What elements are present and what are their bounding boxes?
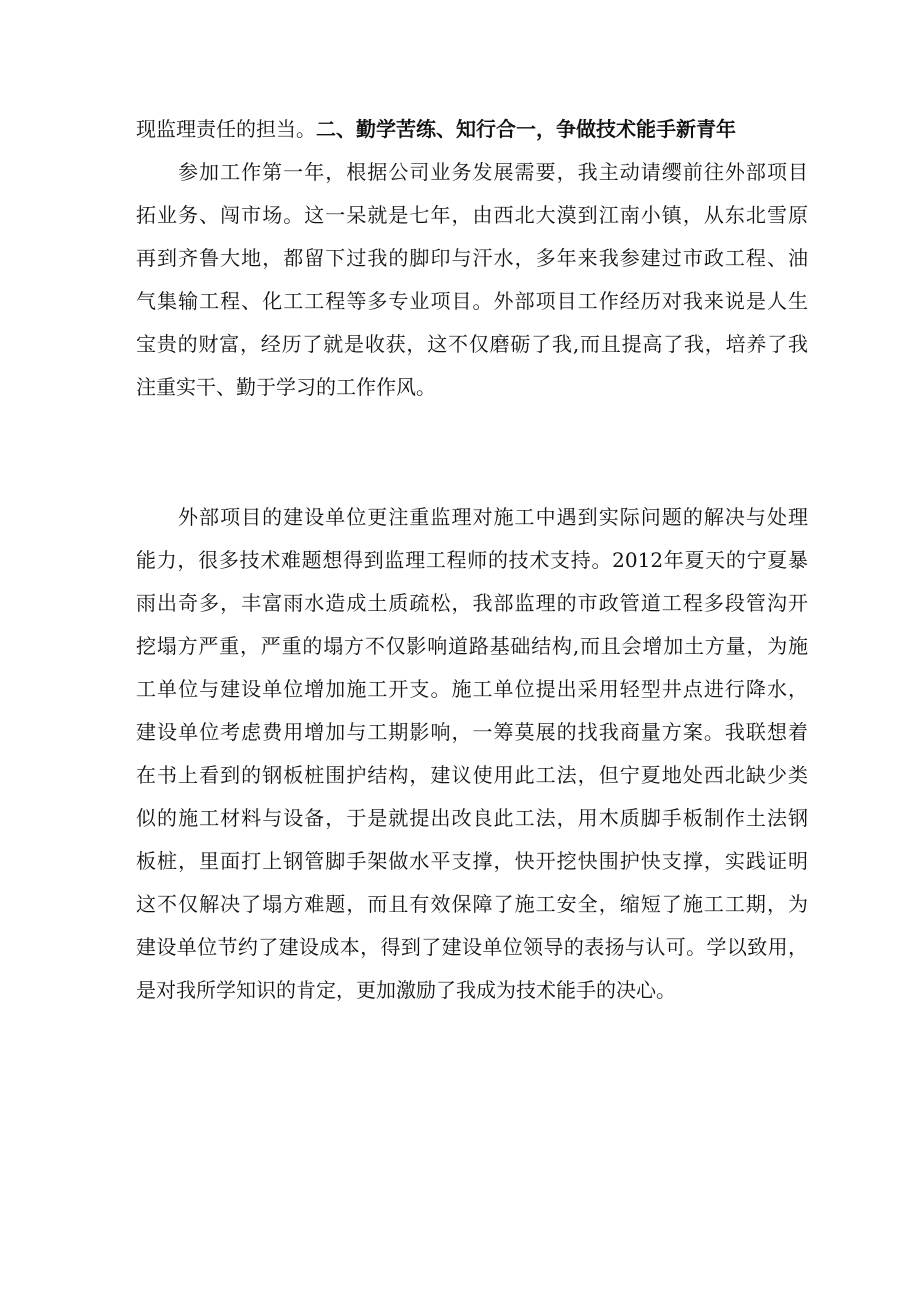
paragraph-line: 在书上看到的钢板桩围护结构，建议使用此工法，但宁夏地处西北缺少类 <box>136 763 808 787</box>
paragraph-line: 宝贵的财富，经历了就是收获，这不仅磨砺了我,而且提高了我，培养了我 <box>136 332 808 356</box>
paragraph-line: 建设单位考虑费用增加与工期影响，一筹莫展的找我商量方案。我联想着 <box>136 720 808 744</box>
paragraph-work-experience <box>136 151 808 409</box>
paragraph-line: 雨出奇多，丰富雨水造成土质疏松，我部监理的市政管道工程多段管沟开 <box>136 591 808 615</box>
paragraph-intro <box>136 108 808 151</box>
paragraph-line: 参加工作第一年，根据公司业务发展需要，我主动请缨前往外部项目 <box>178 160 808 184</box>
paragraph-line: 这不仅解决了塌方难题，而且有效保障了施工安全，缩短了施工工期，为 <box>136 892 808 916</box>
paragraph-line: 是对我所学知识的肯定，更加激励了我成为技术能手的决心。 <box>136 978 676 1002</box>
paragraph-line: 工单位与建设单位增加施工开支。施工单位提出采用轻型井点进行降水， <box>136 677 808 701</box>
section-heading: 二、勤学苦练、知行合一，争做技术能手新青年 <box>316 117 736 141</box>
paragraph-line: 注重实干、勤于学习的工作作风。 <box>136 375 436 399</box>
paragraph-line: 再到齐鲁大地，都留下过我的脚印与汗水，多年来我参建过市政工程、油 <box>136 246 808 270</box>
paragraph-technical-support <box>136 496 808 1012</box>
paragraph-line: 能力，很多技术难题想得到监理工程师的技术支持。2012年夏天的宁夏暴 <box>136 548 808 572</box>
paragraph-line: 板桩，里面打上钢管脚手架做水平支撑，快开挖快围护快支撑，实践证明 <box>136 849 808 873</box>
paragraph-line: 似的施工材料与设备，于是就提出改良此工法，用木质脚手板制作土法钢 <box>136 806 808 830</box>
paragraph-line <box>136 108 808 151</box>
paragraph-line: 气集输工程、化工工程等多专业项目。外部项目工作经历对我来说是人生 <box>136 289 808 313</box>
paragraph-line: 拓业务、闯市场。这一呆就是七年，由西北大漠到江南小镇，从东北雪原 <box>136 203 808 227</box>
paragraph-line: 建设单位节约了建设成本，得到了建设单位领导的表扬与认可。学以致用， <box>136 935 808 959</box>
paragraph-line: 挖塌方严重，严重的塌方不仅影响道路基础结构,而且会增加土方量，为施 <box>136 634 808 658</box>
paragraph-line: 外部项目的建设单位更注重监理对施工中遇到实际问题的解决与处理 <box>178 505 808 529</box>
body-text: 现监理责任的担当。 <box>136 117 316 141</box>
